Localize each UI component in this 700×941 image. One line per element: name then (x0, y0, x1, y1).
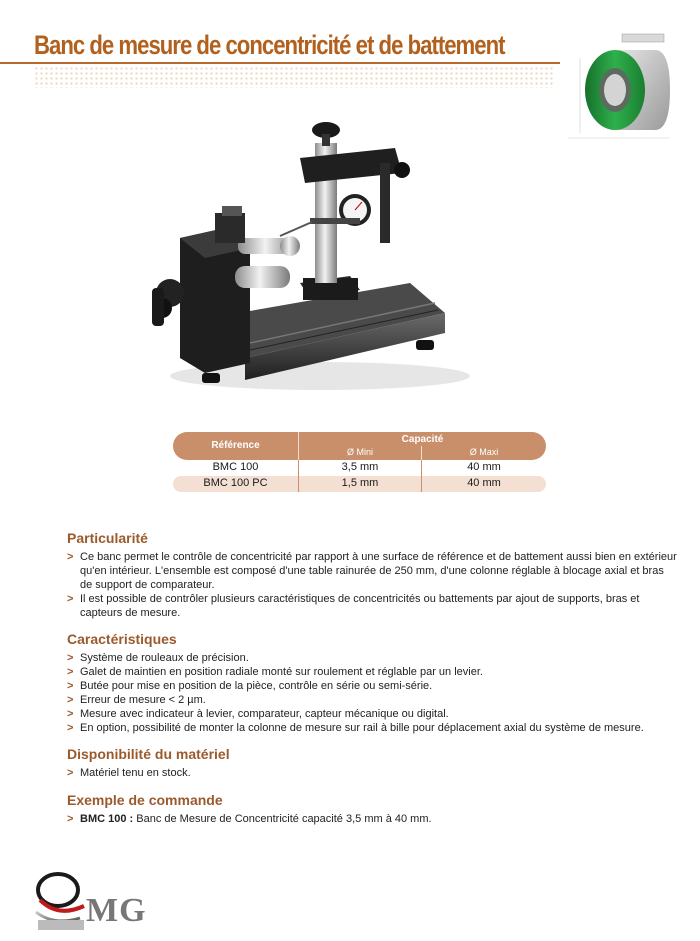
list-item: > En option, possibilité de monter la colonne de mesure sur rail à bille pour déplacement axial du système de mesure. (67, 721, 677, 735)
section-title: Disponibilité du matériel (67, 746, 230, 762)
cell-min: 3,5 mm (341, 461, 379, 473)
cell-min: 1,5 mm (341, 477, 379, 489)
list-item: > Butée pour mise en position de la pièce, contrôle en série ou semi-série. (67, 679, 677, 693)
table-row (173, 460, 546, 476)
table-header (173, 432, 546, 460)
list-item: > Mesure avec indicateur à levier, comparateur, capteur mécanique ou digital. (67, 707, 677, 721)
section-title: Particularité (67, 530, 148, 546)
section-title: Caractéristiques (67, 631, 177, 647)
title-underline (0, 62, 560, 64)
cell-max: 40 mm (467, 461, 501, 473)
cell-reference: BMC 100 (212, 461, 259, 473)
list-item: > Erreur de mesure < 2 µm. (67, 693, 677, 707)
title-dot-pattern (34, 66, 554, 88)
list-item: > Ce banc permet le contrôle de concentricité par rapport à une surface de référence et de battement aussi bien en extérieur qu'en intérieur. L'ensemble est composé d'une table rainurée de 250 mm, d'une colonne réglable à blocage axial et bras de support de comparateur. (67, 550, 677, 592)
section-exemple (67, 792, 677, 826)
list-item: > Système de rouleaux de précision. (67, 651, 677, 665)
mg-logo (34, 860, 164, 932)
order-description: Banc de Mesure de Concentricité capacité 3,5 mm à 40 mm. (133, 813, 432, 825)
list-item: > Galet de maintien en position radiale monté sur roulement et réglable par un levier. (67, 665, 677, 679)
list-item: > Matériel tenu en stock. (67, 766, 677, 780)
section-caracteristiques (67, 631, 677, 735)
ring-illustration (560, 28, 680, 148)
header-capacity: Capacité (401, 434, 444, 445)
header-max: Ø Maxi (469, 447, 499, 457)
section-title: Exemple de commande (67, 792, 223, 808)
header-min: Ø Mini (346, 447, 373, 457)
page-title: Banc de mesure de concentricité et de battement (34, 30, 505, 60)
specifications-table (173, 432, 546, 492)
cell-reference: BMC 100 PC (203, 477, 268, 489)
cell-max: 40 mm (467, 477, 501, 489)
list-item (67, 812, 677, 826)
measuring-bench-photo (140, 118, 480, 403)
table-row (173, 476, 546, 492)
section-particularite (67, 530, 677, 620)
section-disponibilite (67, 746, 677, 780)
logo-text: MG (86, 892, 147, 929)
header-reference: Référence (211, 440, 260, 451)
list-item: > Il est possible de contrôler plusieurs caractéristiques de concentricités ou battements par ajout de supports, bras et capteurs de mesure. (67, 592, 677, 620)
order-code: BMC 100 : (80, 813, 134, 825)
